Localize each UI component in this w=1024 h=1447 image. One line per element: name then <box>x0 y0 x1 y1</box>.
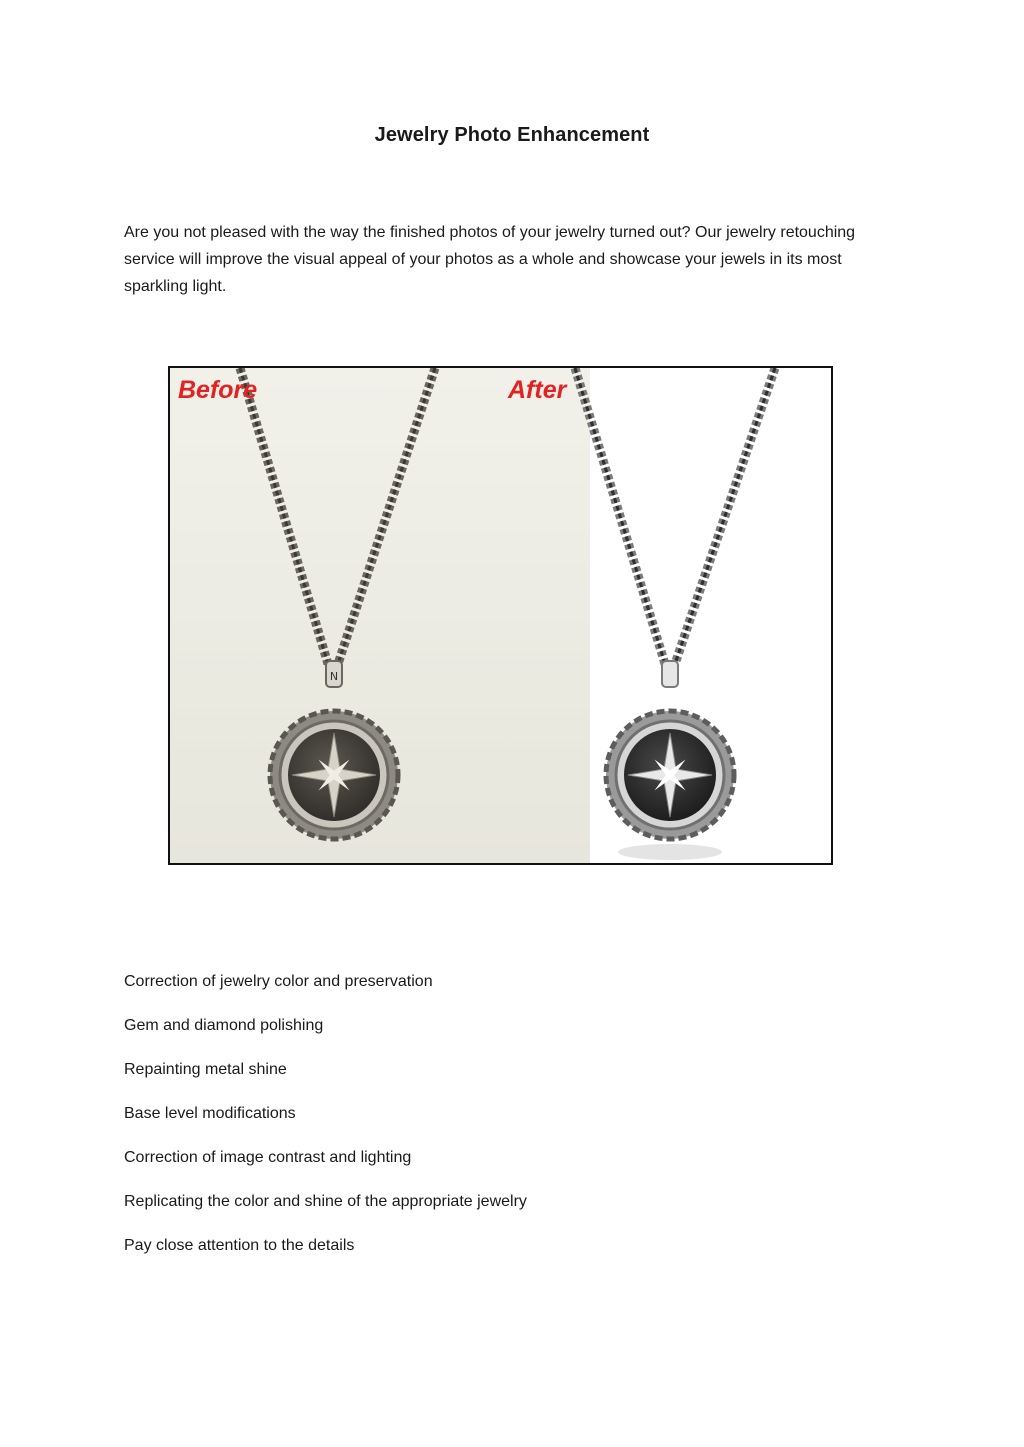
feature-item: Gem and diamond polishing <box>124 1017 324 1034</box>
intro-paragraph: Are you not pleased with the way the finished photos of your jewelry turned out? Our jewelry retouching service will improve the visual appeal of your photos as a whole and showcase your jewels in its most sparkling light. <box>124 224 856 295</box>
page-title: Jewelry Photo Enhancement <box>374 124 650 146</box>
feature-item: Correction of jewelry color and preservation <box>124 973 433 990</box>
after-label: After <box>508 376 567 404</box>
feature-item: Replicating the color and shine of the appropriate jewelry <box>124 1193 527 1210</box>
svg-text:N: N <box>329 670 339 683</box>
feature-item: Correction of image contrast and lighting <box>124 1149 412 1166</box>
before-label: Before <box>178 376 258 404</box>
feature-item: Pay close attention to the details <box>124 1237 355 1254</box>
feature-list <box>124 972 527 1280</box>
feature-item: Base level modifications <box>124 1105 296 1122</box>
feature-item: Repainting metal shine <box>124 1061 287 1078</box>
before-after-image <box>168 366 833 865</box>
